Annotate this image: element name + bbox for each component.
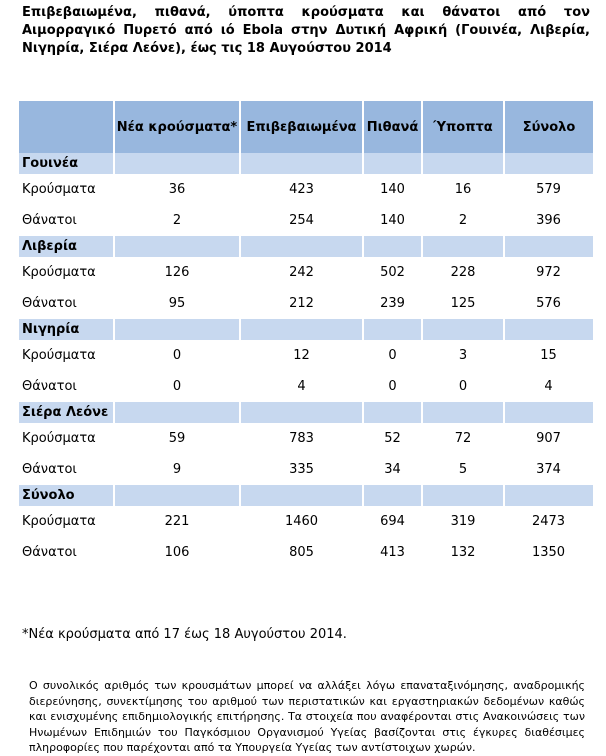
table-cell: 502: [380, 265, 405, 280]
table-cell: 242: [289, 265, 314, 280]
table-cell: 3: [458, 348, 468, 363]
country-group-row: [19, 236, 593, 257]
ebola-cases-table: [19, 101, 593, 568]
table-row: [19, 423, 593, 454]
header-suspected: Ύποπτα: [422, 101, 504, 153]
header-new-cases: Νέα κρούσματα*: [114, 101, 240, 153]
table-cell: 0: [388, 379, 397, 394]
group-empty-cell: [114, 153, 240, 174]
table-cell: 125: [450, 296, 476, 311]
row-label: Θάνατοι: [22, 296, 77, 311]
table-row: [19, 371, 593, 402]
group-empty-cell: [422, 319, 504, 340]
table-cell: 2: [458, 213, 468, 228]
group-empty-cell: [114, 319, 240, 340]
table-cell: 423: [289, 182, 314, 197]
row-label: Θάνατοι: [22, 462, 77, 477]
table-cell: 374: [536, 462, 561, 477]
table-cell: 2: [172, 213, 182, 228]
table-cell: 254: [289, 213, 314, 228]
table-cell: 1350: [531, 545, 566, 560]
row-label: Θάνατοι: [22, 213, 77, 228]
table-cell: 9: [172, 462, 182, 477]
group-empty-cell: [504, 236, 593, 257]
row-label: Θάνατοι: [22, 379, 77, 394]
group-empty-cell: [504, 319, 593, 340]
table-cell: 140: [380, 213, 405, 228]
country-name: Σύνολο: [19, 485, 114, 506]
row-label: Κρούσματα: [22, 431, 96, 446]
country-group-row: [19, 319, 593, 340]
row-label: Κρούσματα: [22, 182, 96, 197]
country-group-row: [19, 485, 593, 506]
table-cell: 783: [289, 431, 314, 446]
table-cell: 0: [172, 379, 182, 394]
table-row: [19, 506, 593, 537]
group-empty-cell: [114, 402, 240, 423]
table-cell: 59: [168, 431, 186, 446]
table-cell: 36: [168, 182, 186, 197]
header-probable: Πιθανά: [363, 101, 422, 153]
group-empty-cell: [363, 236, 422, 257]
group-empty-cell: [363, 402, 422, 423]
table-row: [19, 454, 593, 485]
table-row: [19, 174, 593, 205]
table-cell: 579: [536, 182, 561, 197]
table-cell: 0: [172, 348, 182, 363]
row-label: Κρούσματα: [22, 514, 96, 529]
country-name: Λιβερία: [19, 236, 114, 257]
group-empty-cell: [240, 485, 363, 506]
group-empty-cell: [363, 485, 422, 506]
table-header-row: [19, 101, 593, 153]
table-cell: 16: [454, 182, 472, 197]
table-cell: 1460: [284, 514, 319, 529]
table-cell: 907: [536, 431, 561, 446]
disclaimer-paragraph: Ο συνολικός αριθμός των κρουσμάτων μπορεί να αλλάξει λόγω επαναταξινόμησης, αναδρομικής διερεύνησης, συνεκτίμησης του αριθμού των περιστατικών και εργαστηριακών δεδομένων καθώς και ενισχυμένης επιδημιολογικής επιτήρησης. Τα στοιχεία που αναφέρονται στις Ανακοινώσεις των Ηνωμένων Επιδημιών του Παγκόσμιου Οργανισμού Υγείας βασίζονται στις έγκυρες διαθέσιμες πληροφορίες που παρέχονται από τα Υπουργεία Υγείας των αντίστοιχων χωρών.: [29, 679, 585, 754]
table-cell: 228: [450, 265, 476, 280]
table-row: [19, 288, 593, 319]
table-cell: 2473: [531, 514, 566, 529]
group-empty-cell: [422, 153, 504, 174]
table-cell: 132: [450, 545, 476, 560]
header-corner: [19, 101, 114, 153]
country-name: Σιέρα Λεόνε: [19, 402, 114, 423]
table-cell: 319: [450, 514, 476, 529]
group-empty-cell: [504, 485, 593, 506]
group-empty-cell: [504, 402, 593, 423]
group-empty-cell: [114, 236, 240, 257]
table-cell: 140: [380, 182, 405, 197]
header-total: Σύνολο: [504, 101, 593, 153]
table-cell: 212: [289, 296, 314, 311]
table-cell: 0: [388, 348, 397, 363]
group-empty-cell: [422, 236, 504, 257]
table-cell: 126: [164, 265, 190, 280]
table-cell: 335: [289, 462, 314, 477]
footnote: *Νέα κρούσματα από 17 έως 18 Αυγούστου 2014.: [22, 627, 347, 642]
group-empty-cell: [240, 236, 363, 257]
table-cell: 12: [293, 348, 310, 363]
group-empty-cell: [240, 153, 363, 174]
table-cell: 4: [544, 379, 553, 394]
group-empty-cell: [114, 485, 240, 506]
group-empty-cell: [422, 485, 504, 506]
table-cell: 221: [164, 514, 190, 529]
table-cell: 239: [380, 296, 405, 311]
country-group-row: [19, 153, 593, 174]
country-name: Γουινέα: [19, 153, 114, 174]
table-cell: 972: [536, 265, 561, 280]
country-name: Νιγηρία: [19, 319, 114, 340]
group-empty-cell: [363, 319, 422, 340]
table-row: [19, 257, 593, 288]
table-cell: 34: [384, 462, 401, 477]
group-empty-cell: [363, 153, 422, 174]
row-label: Θάνατοι: [22, 545, 77, 560]
table-cell: 72: [454, 431, 472, 446]
header-confirmed: Επιβεβαιωμένα: [240, 101, 363, 153]
group-empty-cell: [240, 402, 363, 423]
row-label: Κρούσματα: [22, 265, 96, 280]
table-cell: 95: [168, 296, 186, 311]
group-empty-cell: [422, 402, 504, 423]
table-row: [19, 537, 593, 568]
group-empty-cell: [240, 319, 363, 340]
row-label: Κρούσματα: [22, 348, 96, 363]
table-cell: 106: [164, 545, 190, 560]
table-cell: 52: [384, 431, 401, 446]
table-cell: 4: [297, 379, 306, 394]
group-empty-cell: [504, 153, 593, 174]
table-row: [19, 205, 593, 236]
table-cell: 413: [380, 545, 405, 560]
table-cell: 694: [380, 514, 405, 529]
country-group-row: [19, 402, 593, 423]
table-cell: 5: [458, 462, 468, 477]
table-cell: 805: [289, 545, 314, 560]
table-row: [19, 340, 593, 371]
table-cell: 15: [540, 348, 557, 363]
document-title: Επιβεβαιωμένα, πιθανά, ύποπτα κρούσματα και θάνατοι από τον Αιμορραγικό Πυρετό από ιό Ebola στην Δυτική Αφρική (Γουινέα, Λιβερία, Νιγηρία, Σιέρα Λεόνε), έως τις 18 Αυγούστου 2014: [22, 5, 590, 56]
table-cell: 576: [536, 296, 561, 311]
table-cell: 0: [458, 379, 468, 394]
table-cell: 396: [536, 213, 561, 228]
